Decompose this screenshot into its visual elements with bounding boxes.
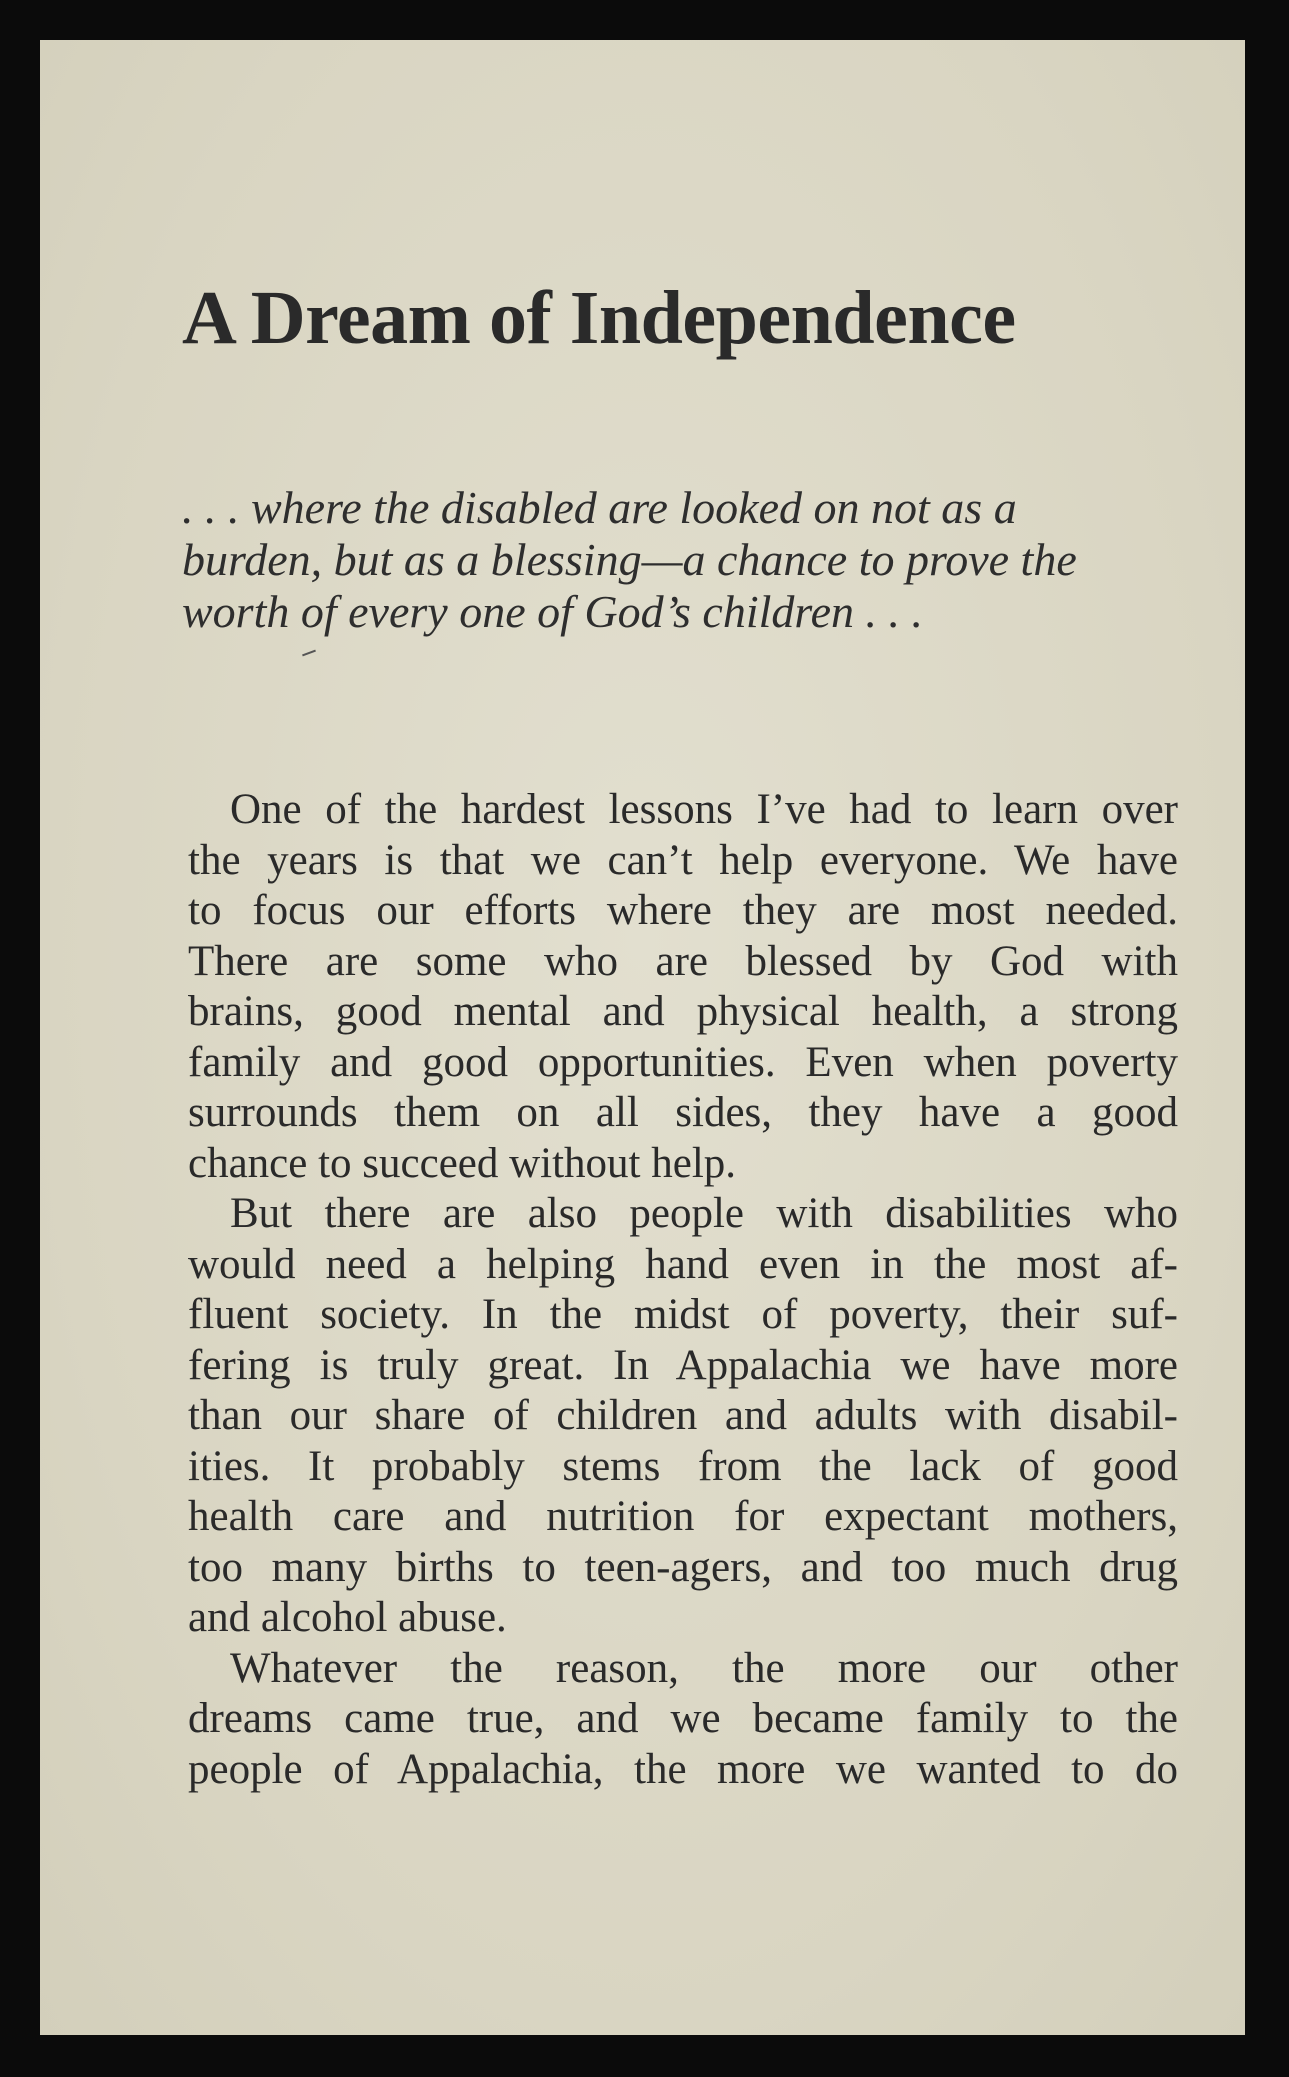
- paragraph-line: brains, good mental and physical health, a strong: [188, 988, 1178, 1035]
- subtitle-line: worth of every one of God’s children . . .: [182, 586, 924, 637]
- paragraph: [188, 785, 1178, 1189]
- paragraph-line: fering is truly great. In Appalachia we have more: [188, 1341, 1178, 1389]
- paper-mark: [302, 650, 316, 657]
- paragraph-line: fluent society. In the midst of poverty, their suf-: [188, 1291, 1178, 1338]
- subtitle-line: . . . where the disabled are looked on not as a: [182, 482, 1017, 533]
- paragraph-line: Whatever the reason, the more our other: [230, 1644, 1178, 1692]
- paragraph-line: the years is that we can’t help everyone. We have: [188, 836, 1178, 884]
- document-page: [40, 40, 1245, 2035]
- paragraph-line: One of the hardest lessons I’ve had to learn over: [230, 786, 1178, 833]
- body-text: [188, 785, 1178, 1795]
- paragraph: [188, 1644, 1178, 1796]
- page-title: A Dream of Independence: [182, 276, 1016, 360]
- subtitle-line: burden, but as a blessing—a chance to prove the: [182, 534, 1077, 585]
- paragraph-line: dreams came true, and we became family to the: [188, 1695, 1178, 1742]
- paragraph-line: family and good opportunities. Even when poverty: [188, 1038, 1178, 1086]
- paragraph-line: to focus our efforts where they are most needed.: [188, 887, 1178, 934]
- paragraph-line: ities. It probably stems from the lack of good: [188, 1442, 1178, 1490]
- paragraph-line: chance to succeed without help.: [188, 1139, 737, 1187]
- paragraph-line: There are some who are blessed by God with: [188, 937, 1178, 985]
- paragraph-line: surrounds them on all sides, they have a good: [188, 1089, 1178, 1136]
- subtitle: [182, 482, 1192, 638]
- paragraph-line: health care and nutrition for expectant mothers,: [188, 1493, 1178, 1540]
- paragraph: [188, 1189, 1178, 1644]
- paragraph-line: would need a helping hand even in the most af-: [188, 1240, 1178, 1288]
- paragraph-line: people of Appalachia, the more we wanted to do: [188, 1745, 1178, 1793]
- paragraph-line: too many births to teen-agers, and too much drug: [188, 1543, 1178, 1591]
- paragraph-line: and alcohol abuse.: [188, 1594, 507, 1641]
- paragraph-line: But there are also people with disabilities who: [230, 1190, 1178, 1237]
- paragraph-line: than our share of children and adults with disabil-: [188, 1392, 1178, 1439]
